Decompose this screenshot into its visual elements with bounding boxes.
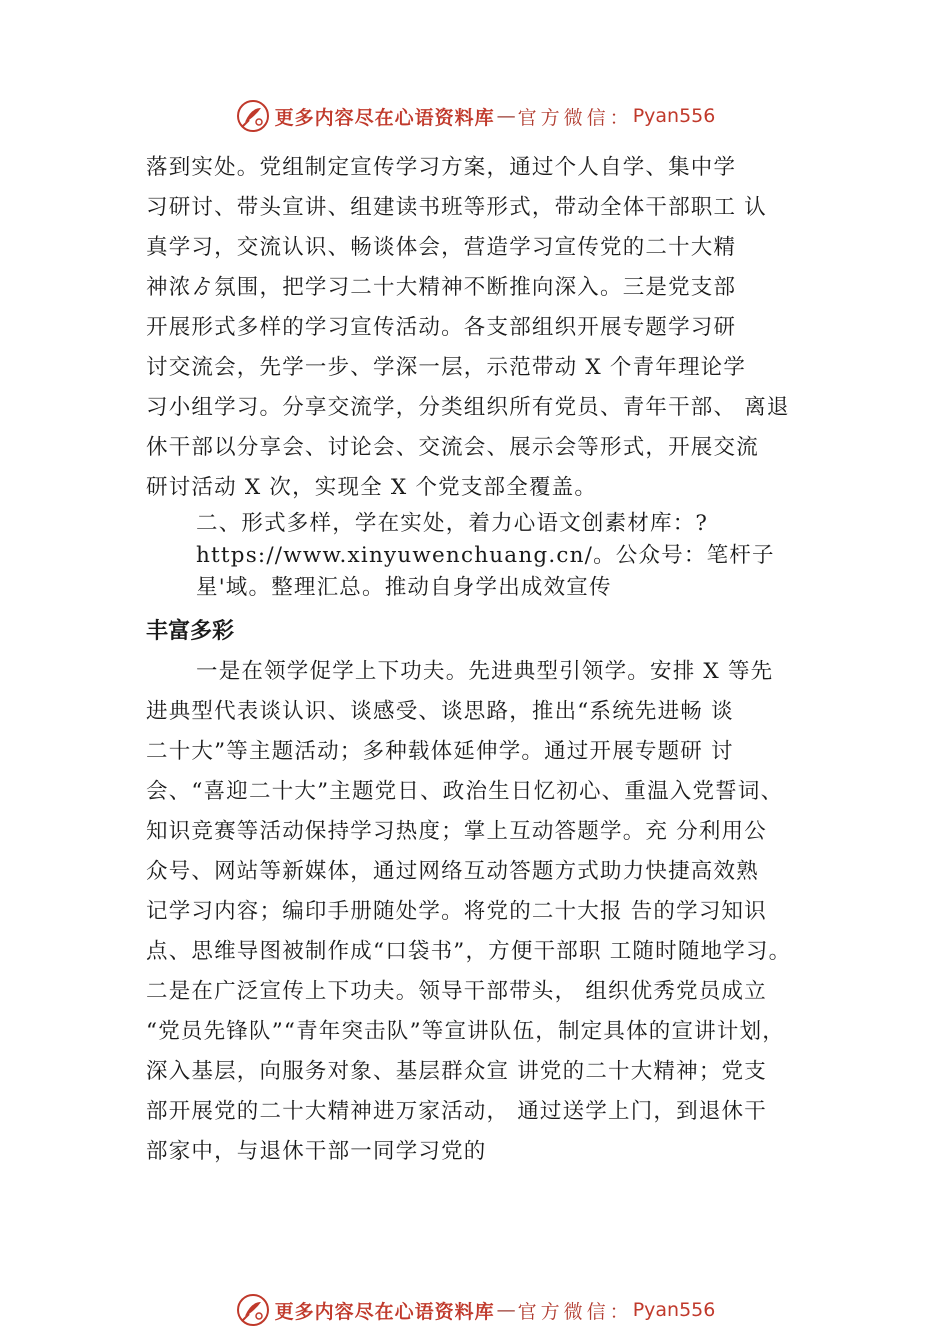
text-line: 讨交流会，先学一步、学深一层，示范带动 X 个青年理论学: [146, 355, 747, 380]
text-line: 二十大”等主题活动；多种载体延伸学。通过开展专题研 讨: [146, 739, 734, 764]
text-line: 落到实处。党组制定宣传学习方案，通过个人自学、集中学: [146, 155, 737, 180]
text-line: 习小组学习。分享交流学，分类组织所有党员、青年干部、 离退: [146, 395, 790, 420]
header-wechat-label: 官方微信：: [517, 106, 633, 129]
section-heading-line: 二、形式多样，学在实处，着力心语文创素材库：?: [196, 511, 709, 536]
footer-wechat-handle: Pyan556: [632, 1299, 716, 1321]
footer-dash: —: [496, 1299, 516, 1321]
header-dash: —: [496, 105, 516, 127]
text-line: 记学习内容；编印手册随处学。将党的二十大报 告的学习知识: [146, 899, 767, 924]
text-line: 研讨活动 X 次，实现全 X 个党支部全覆盖。: [146, 475, 598, 500]
header-wechat-handle: Pyan556: [632, 105, 716, 127]
header-banner: [0, 98, 950, 134]
text-line: 部开展党的二十大精神进万家活动， 通过送学上门，到退休干: [146, 1099, 767, 1124]
brand-logo-icon: [235, 1292, 271, 1328]
paragraph-1: [146, 148, 846, 508]
text-line: 部家中，与退休干部一同学习党的: [146, 1139, 487, 1164]
subheading: 丰富多彩: [146, 619, 235, 644]
text-line: 神浓ゟ氛围，把学习二十大精神不断推向深入。三是党支部: [146, 275, 737, 300]
footer-wechat-label: 官方微信：: [517, 1300, 633, 1323]
text-line: 知识竞赛等活动保持学习热度；掌上互动答题学。充 分利用公: [146, 819, 767, 844]
text-line: 开展形式多样的学习宣传活动。各支部组织开展专题学习研: [146, 315, 737, 340]
text-line: 一是在领学促学上下功夫。先进典型引领学。安排 X 等先: [196, 659, 774, 684]
text-line: 众号、网站等新媒体，通过网络互动答题方式助力快捷高效熟: [146, 859, 759, 884]
url-line: https://www.xinyuwenchuang.cn/。公众号：笔杆子: [196, 543, 775, 568]
document-body: [146, 148, 846, 1172]
footer-brand-text: 更多内容尽在心语资料库: [274, 1300, 495, 1323]
footer-banner: [0, 1292, 950, 1328]
text-line: 会、“喜迎二十大”主题党日、政治生日忆初心、重温入党誓词、: [146, 779, 784, 804]
text-line: 习研讨、带头宣讲、组建读书班等形式，带动全体干部职工 认: [146, 195, 767, 220]
header-brand-text: 更多内容尽在心语资料库: [274, 106, 495, 129]
text-line: 真学习，交流认识、畅谈体会，营造学习宣传党的二十大精: [146, 235, 737, 260]
text-line: 星'域。整理汇总。推动自身学出成效宣传: [196, 575, 612, 600]
paragraph-3: [146, 652, 846, 1172]
text-line: 点、思维导图被制作成“口袋书”，方便干部职 工随时随地学习。: [146, 939, 792, 964]
text-line: 深入基层，向服务对象、基层群众宣 讲党的二十大精神；党支: [146, 1059, 767, 1084]
paragraph-2: [146, 508, 846, 604]
brand-logo-icon: [235, 98, 271, 134]
text-line: “党员先锋队”“青年突击队”等宣讲队伍，制定具体的宣讲计划，: [146, 1019, 785, 1044]
text-line: 进典型代表谈认识、谈感受、谈思路，推出“系统先进畅 谈: [146, 699, 734, 724]
text-line: 休干部以分享会、讨论会、交流会、展示会等形式，开展交流: [146, 435, 759, 460]
text-line: 二是在广泛宣传上下功夫。领导干部带头， 组织优秀党员成立: [146, 979, 767, 1004]
